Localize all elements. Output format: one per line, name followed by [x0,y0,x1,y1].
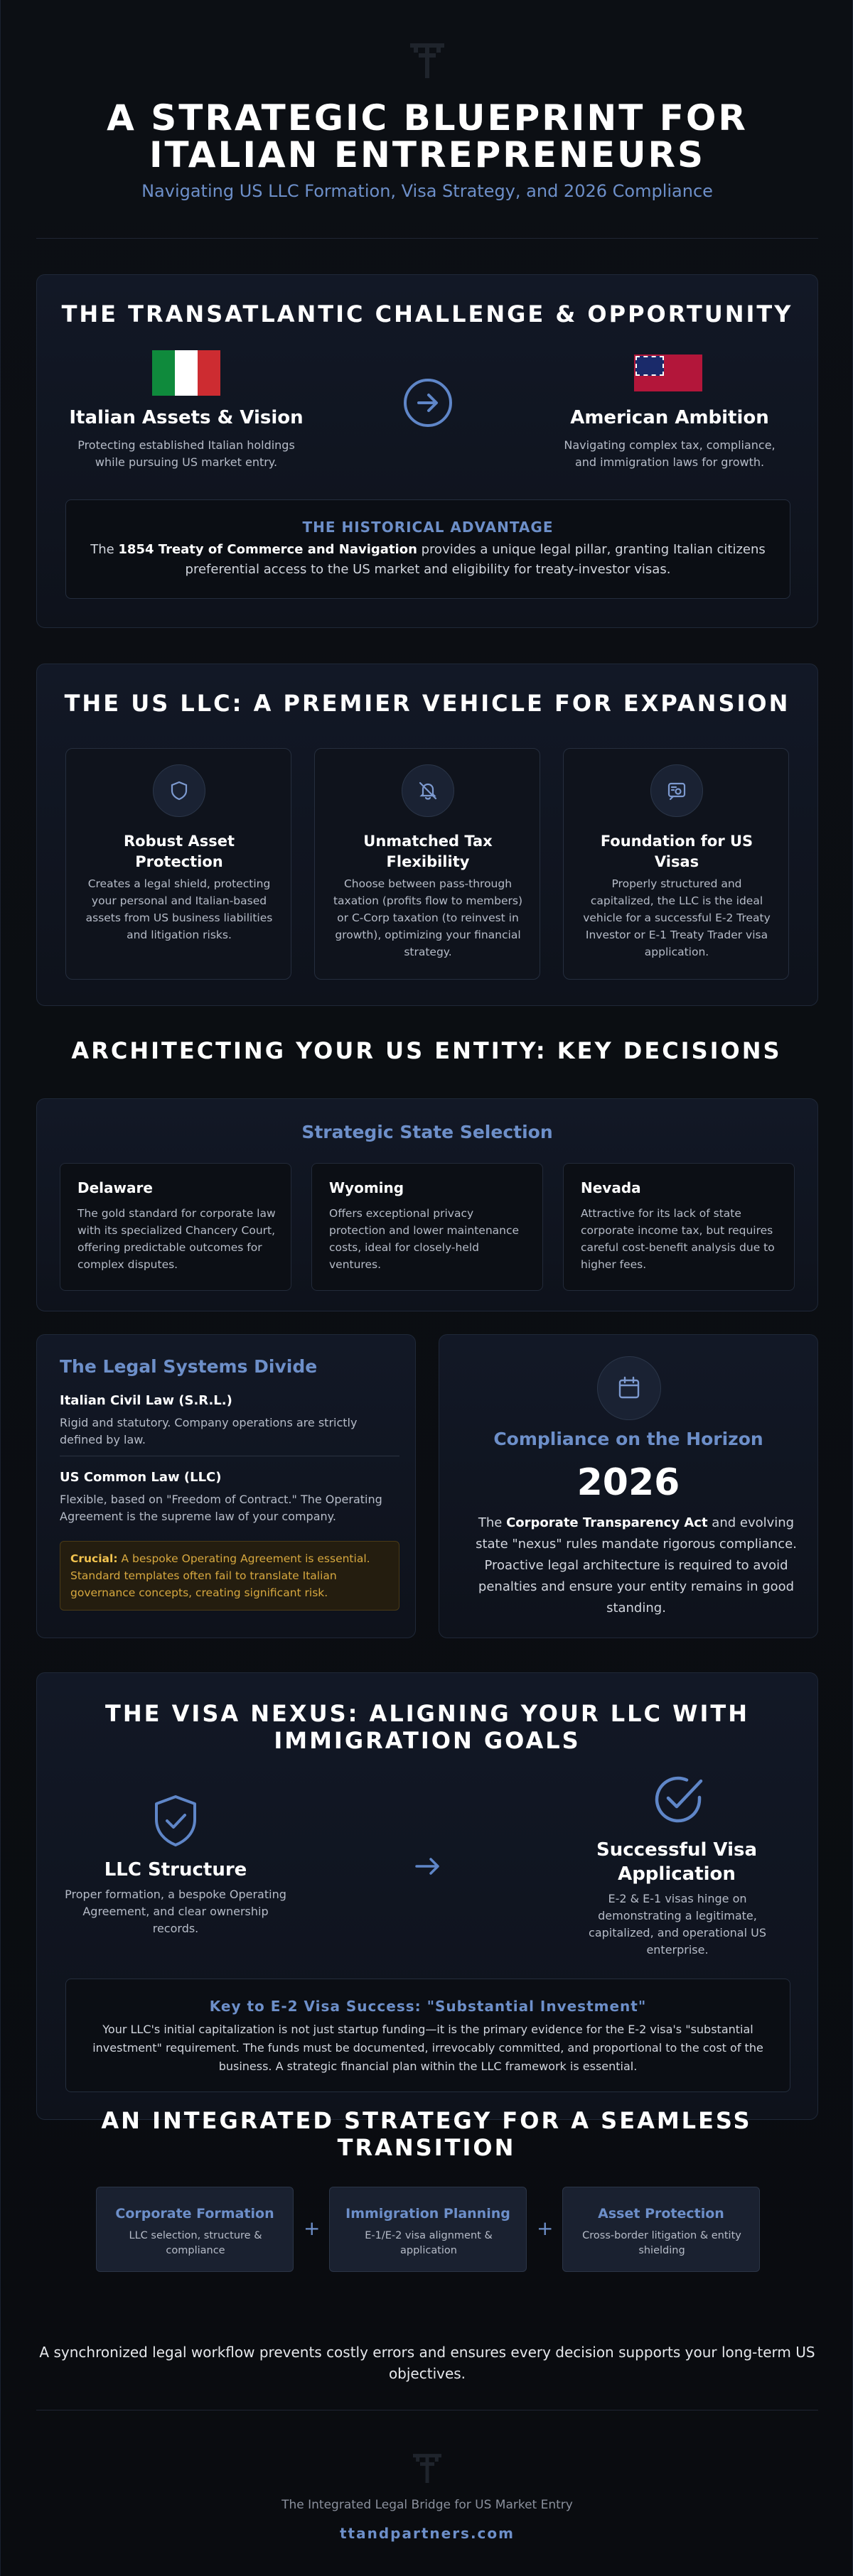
feature-card-asset-protection [65,748,291,980]
footer-tagline: The Integrated Legal Bridge for US Market Entry [281,2498,573,2512]
challenge-section [36,274,818,628]
american-ambition-title: American Ambition [570,407,769,428]
state-selection-section [36,1098,818,1311]
footer-site-link[interactable]: ttandpartners.com [339,2525,515,2542]
state-card-nevada [563,1163,795,1291]
compliance-text: The Corporate Transparency Act and evolving state "nexus" rules mandate rigorous compliance. Proactive legal architecture is required to avoid penalties and ensure your entity remains in good standing. [476,1515,797,1616]
shield-check-icon [151,1794,200,1848]
e2-key-title: Key to E-2 Visa Success: "Substantial Investment" [209,1998,647,2015]
us-flag-icon [634,355,702,391]
divider [36,238,818,239]
calendar-icon [597,1356,661,1420]
us-law-title: US Common Law (LLC) [60,1470,222,1485]
step-title: Corporate Formation [115,2206,274,2221]
feature-text: Properly structured and capitalized, the LLC is the ideal vehicle for a successful E-2 Treaty Investor or E-1 Treaty Trader visa application. [583,877,771,958]
llc-section [36,664,818,1006]
challenge-title: THE TRANSATLANTIC CHALLENGE & OPPORTUNITY [61,301,793,328]
compliance-title: Compliance on the Horizon [493,1429,763,1449]
legal-systems-card [36,1334,416,1638]
state-card-delaware [60,1163,291,1291]
passport-card-icon [650,764,703,817]
historical-advantage-box [65,499,790,599]
e2-key-text: Your LLC's initial capitalization is not just startup funding—it is the primary evidence for the E-2 visa's "substantial investment" requirement. The funds must be documented, irrevocably committed, and proportional to the cost of the business. A strategic financial plan within the LLC framework is essential. [92,2023,763,2073]
state-name: Delaware [77,1179,153,1196]
plus-icon: + [537,2217,554,2240]
shield-icon [153,764,205,817]
decisions-title: ARCHITECTING YOUR US ENTITY: KEY DECISIONS [71,1037,782,1064]
step-title: Asset Protection [598,2206,724,2221]
feature-text: Creates a legal shield, protecting your personal and Italian-based assets from US business liabilities and litigation risks. [85,877,273,941]
e2-key-box [65,1979,790,2092]
italian-law-title: Italian Civil Law (S.R.L.) [60,1393,232,1408]
historical-advantage-title: THE HISTORICAL ADVANTAGE [302,519,554,536]
state-text: Offers exceptional privacy protection and lower maintenance costs, ideal for closely-held ventures. [329,1207,520,1271]
visa-application-title: Successful Visa Application [596,1839,758,1885]
visa-application-text: E-2 & E-1 visas hinge on demonstrating a legitimate, capitalized, and operational US enterprise. [589,1892,766,1957]
llc-structure-text: Proper formation, a bespoke Operating Agreement, and clear ownership records. [65,1888,286,1935]
page-subtitle: Navigating US LLC Formation, Visa Strategy, and 2026 Compliance [141,181,713,201]
integrated-title: AN INTEGRATED STRATEGY FOR A SEAMLESS TRANSITION [101,2107,752,2161]
feature-card-tax-flexibility [314,748,540,980]
step-title: Immigration Planning [345,2206,510,2221]
state-selection-title: Strategic State Selection [301,1122,553,1142]
step-immigration-planning [329,2187,527,2272]
tt-monogram-icon [406,40,449,82]
feature-card-us-visas [563,748,789,980]
step-text: LLC selection, structure & compliance [129,2230,262,2256]
step-asset-protection [562,2187,760,2272]
state-name: Nevada [581,1179,641,1196]
feature-text: Choose between pass-through taxation (profits flow to members) or C-Corp taxation (to reinvest in growth), optimizing your financial strategy. [333,877,523,958]
compliance-card [439,1334,818,1638]
step-corporate-formation [96,2187,294,2272]
llc-structure-title: LLC Structure [104,1859,247,1880]
historical-advantage-text: The 1854 Treaty of Commerce and Navigation provides a unique legal pillar, granting Italian citizens preferential access to the US market and eligibility for treaty-investor visas. [90,542,766,577]
visa-title: THE VISA NEXUS: ALIGNING YOUR LLC WITH IMMIGRATION GOALS [105,1700,749,1754]
italian-law-text: Rigid and statutory. Company operations are strictly defined by law. [60,1416,358,1446]
integrated-summary: A synchronized legal workflow prevents costly errors and ensures every decision supports your long-term US objectives. [39,2344,815,2382]
legal-systems-title: The Legal Systems Divide [60,1356,318,1377]
state-text: Attractive for its lack of state corporate income tax, but requires careful cost-benefit analysis due to higher fees. [581,1207,775,1271]
arrow-right-icon [412,1852,444,1880]
feature-title: Unmatched Tax Flexibility [363,833,493,870]
tt-monogram-icon [409,2451,445,2486]
crucial-callout: Crucial: A bespoke Operating Agreement is essential. Standard templates often fail to translate Italian governance concepts, creating significant risk. [60,1541,399,1611]
step-text: Cross-border litigation & entity shielding [582,2230,741,2256]
visa-section [36,1672,818,2120]
compliance-year: 2026 [576,1461,680,1504]
check-circle-icon [651,1773,705,1827]
plus-icon: + [304,2217,321,2240]
page-title: A STRATEGIC BLUEPRINT FOR ITALIAN ENTREPRENEURS [107,97,748,175]
state-card-wyoming [311,1163,543,1291]
italian-assets-text: Protecting established Italian holdings while pursuing US market entry. [77,438,295,469]
state-name: Wyoming [329,1179,404,1196]
state-text: The gold standard for corporate law with its specialized Chancery Court, offering predictable outcomes for complex disputes. [77,1207,276,1271]
italian-flag-icon [152,350,220,396]
bell-off-icon [402,764,454,817]
american-ambition-text: Navigating complex tax, compliance, and immigration laws for growth. [564,438,776,469]
llc-title: THE US LLC: A PREMIER VEHICLE FOR EXPANSION [64,690,790,717]
us-law-text: Flexible, based on "Freedom of Contract." The Operating Agreement is the supreme law of your company. [60,1493,382,1523]
feature-title: Robust Asset Protection [124,833,235,870]
feature-title: Foundation for US Visas [600,833,753,870]
arrow-right-icon [403,378,453,428]
italian-assets-title: Italian Assets & Vision [69,407,304,428]
step-text: E-1/E-2 visa alignment & application [365,2230,493,2256]
